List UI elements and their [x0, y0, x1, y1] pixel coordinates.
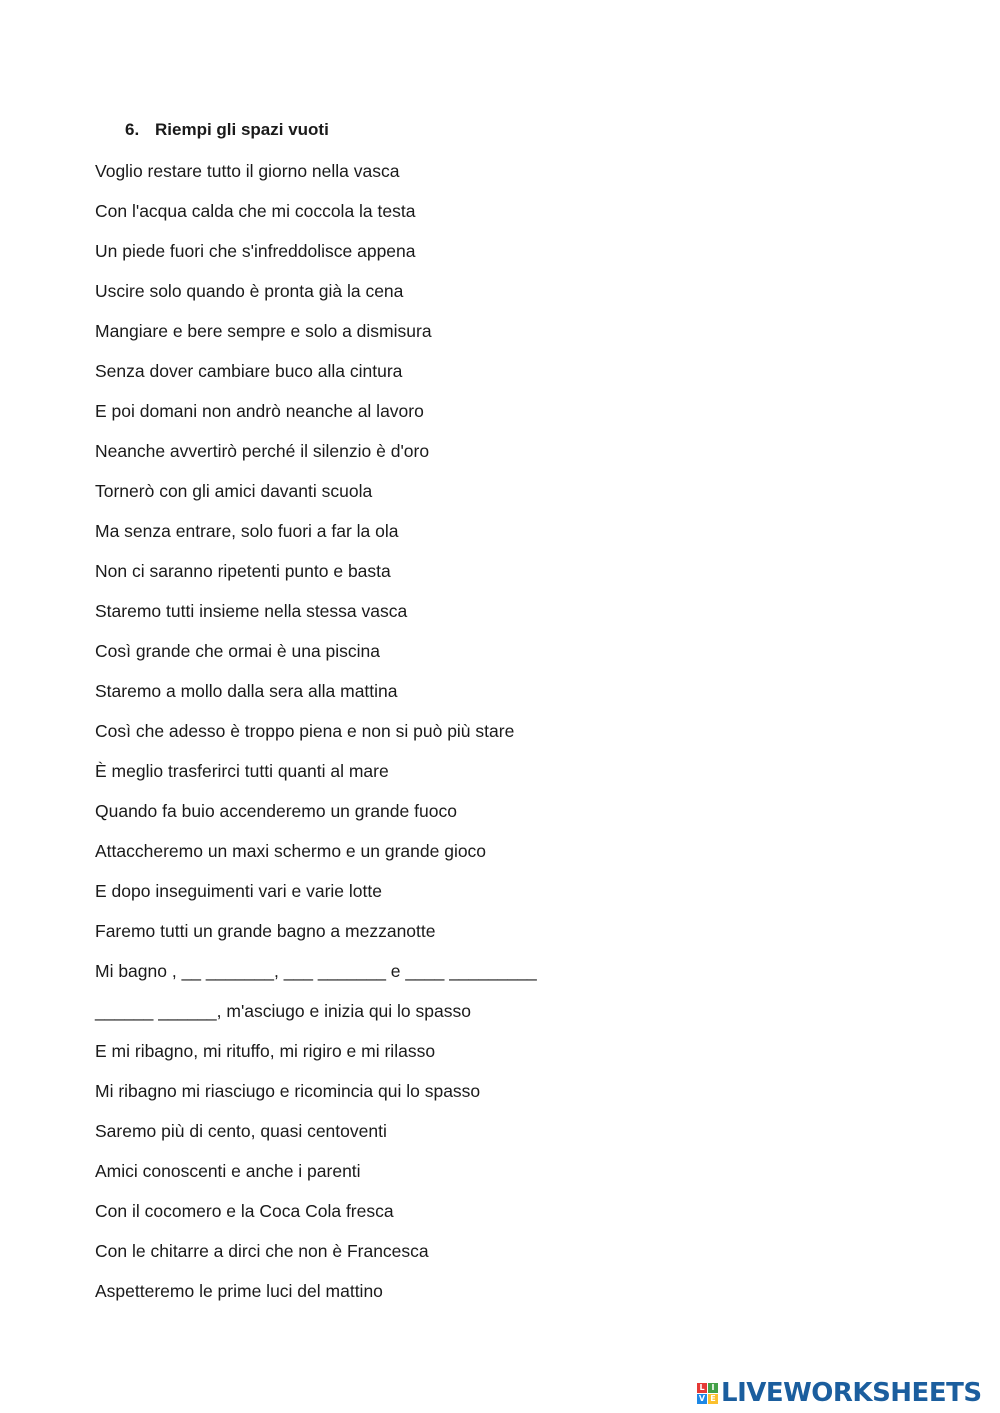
exercise-number: 6. — [125, 120, 140, 139]
lyric-line: E mi ribagno, mi rituffo, mi rigiro e mi rilasso — [95, 1041, 436, 1061]
lyric-line: Quando fa buio accenderemo un grande fuoco — [95, 801, 457, 821]
lyric-line: È meglio trasferirci tutti quanti al mare — [95, 761, 389, 781]
logo-icon: L I V E — [697, 1383, 718, 1404]
logo-text: LIVEWORKSHEETS — [721, 1378, 982, 1408]
lyric-line: Mangiare e bere sempre e solo a dismisura — [95, 321, 432, 341]
exercise-title: Riempi gli spazi vuoti — [155, 120, 329, 139]
fill-in-blank-line: Mi bagno , __ _______, ___ _______ e ____ _________ — [95, 961, 537, 981]
lyric-line: Ma senza entrare, solo fuori a far la ola — [95, 521, 399, 541]
lyric-line: Così che adesso è troppo piena e non si può più stare — [95, 721, 515, 741]
lyric-line: Con l'acqua calda che mi coccola la testa — [95, 201, 416, 221]
lyric-line: E poi domani non andrò neanche al lavoro — [95, 401, 424, 421]
fill-in-blank-line: ______ ______, m'asciugo e inizia qui lo spasso — [95, 1001, 471, 1021]
lyric-line: Con il cocomero e la Coca Cola fresca — [95, 1201, 394, 1221]
lyric-line: Con le chitarre a dirci che non è Francesca — [95, 1241, 429, 1261]
lyrics-list — [95, 160, 537, 1320]
lyric-line: Senza dover cambiare buco alla cintura — [95, 361, 403, 381]
lyric-line: Voglio restare tutto il giorno nella vasca — [95, 161, 400, 181]
lyric-line: Non ci saranno ripetenti punto e basta — [95, 561, 391, 581]
lyric-line: Staremo tutti insieme nella stessa vasca — [95, 601, 408, 621]
lyric-line: Così grande che ormai è una piscina — [95, 641, 381, 661]
lyric-line: Mi ribagno mi riasciugo e ricomincia qui lo spasso — [95, 1081, 481, 1101]
lyric-line: Neanche avvertirò perché il silenzio è d'oro — [95, 441, 430, 461]
lyric-line: Aspetteremo le prime luci del mattino — [95, 1281, 383, 1301]
liveworksheets-logo — [697, 1377, 982, 1409]
lyric-line: Amici conoscenti e anche i parenti — [95, 1161, 361, 1181]
exercise-heading — [125, 120, 329, 140]
lyric-line: Saremo più di cento, quasi centoventi — [95, 1121, 387, 1141]
lyric-line: Staremo a mollo dalla sera alla mattina — [95, 681, 398, 701]
lyric-line: Attaccheremo un maxi schermo e un grande gioco — [95, 841, 487, 861]
lyric-line: Tornerò con gli amici davanti scuola — [95, 481, 373, 501]
lyric-line: E dopo inseguimenti vari e varie lotte — [95, 881, 382, 901]
lyric-line: Faremo tutti un grande bagno a mezzanotte — [95, 921, 436, 941]
lyric-line: Un piede fuori che s'infreddolisce appena — [95, 241, 416, 261]
lyric-line: Uscire solo quando è pronta già la cena — [95, 281, 404, 301]
